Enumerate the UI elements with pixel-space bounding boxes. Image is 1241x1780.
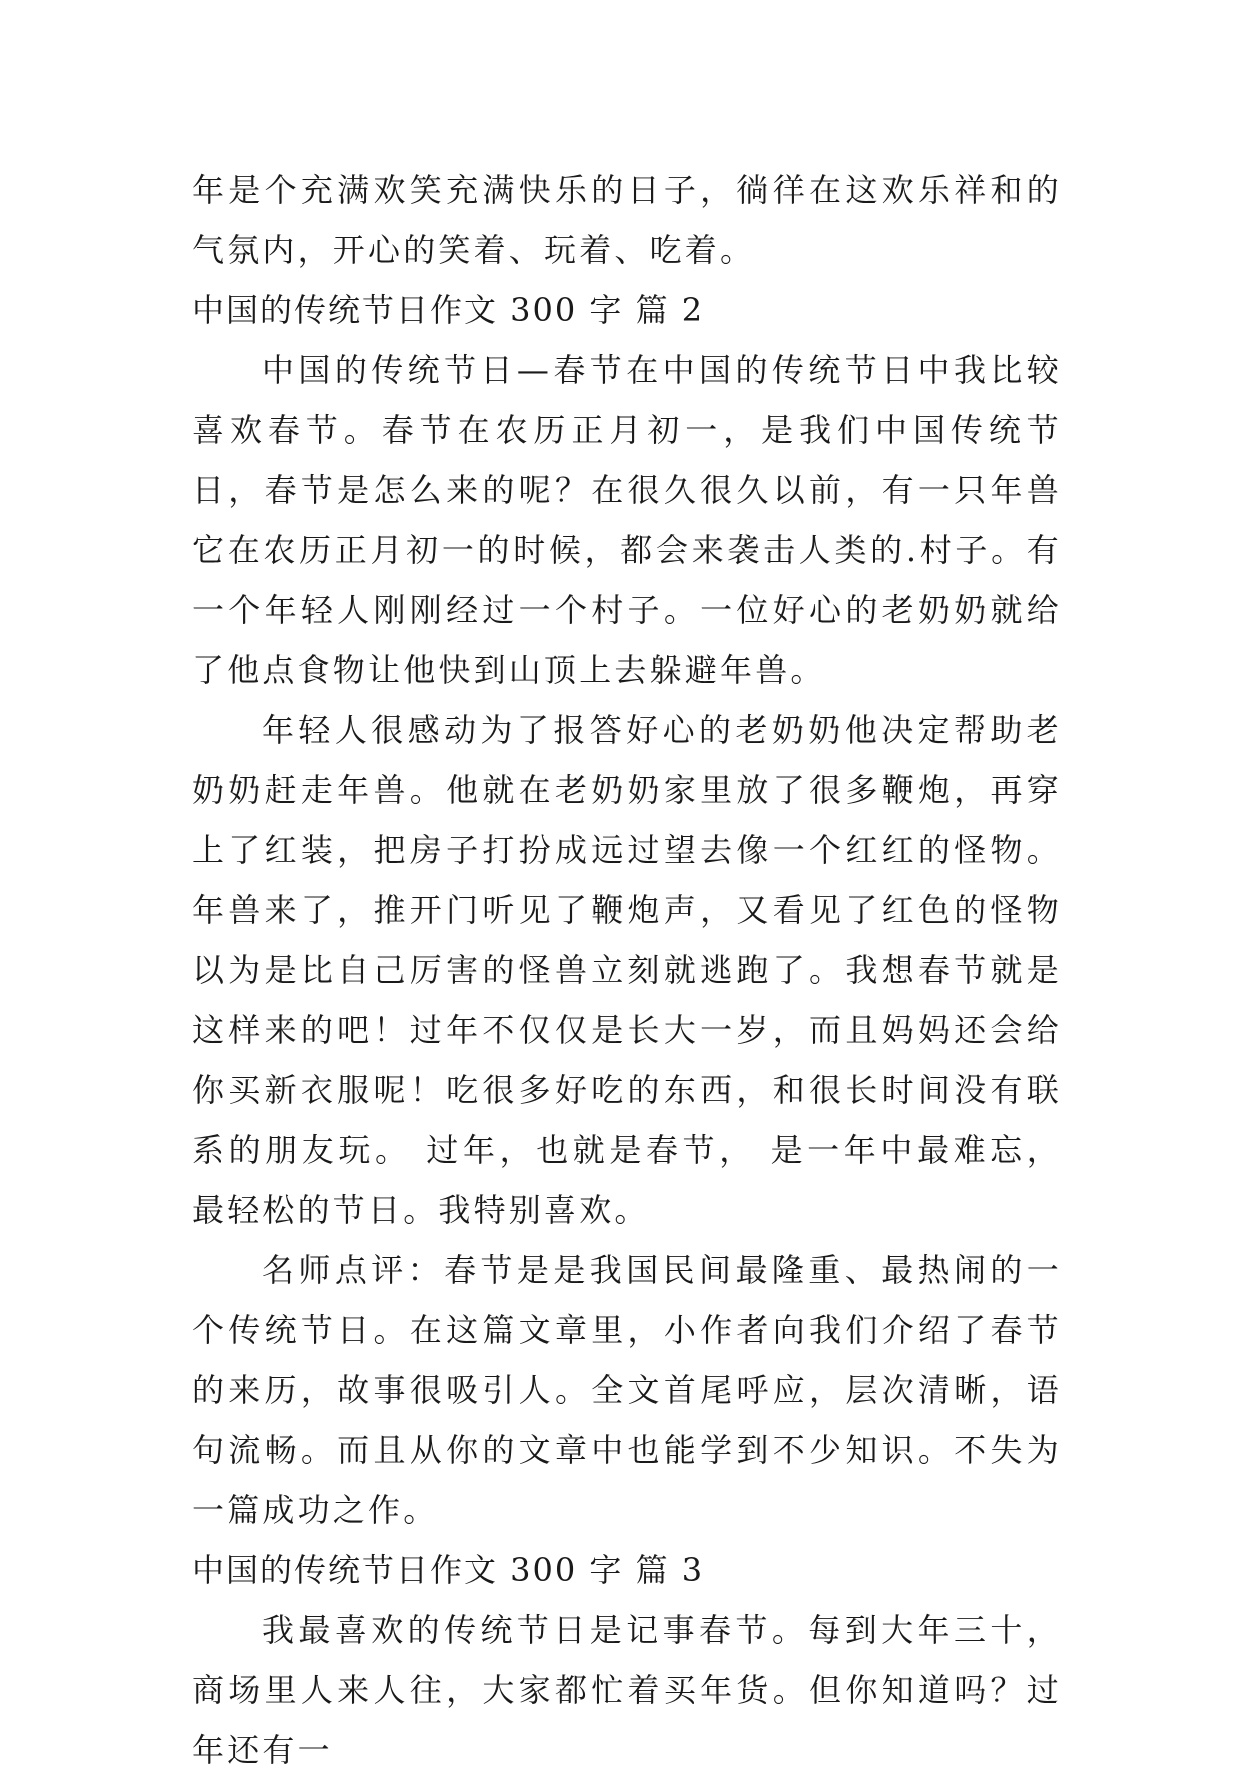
paragraph-continuation: 年是个充满欢笑充满快乐的日子，徜徉在这欢乐祥和的气氛内，开心的笑着、玩着、吃着。: [192, 171, 1062, 269]
paragraph-teacher-comment: 名师点评：春节是是我国民间最隆重、最热闹的一个传统节日。在这篇文章里，小作者向我们介绍了春节的来历，故事很吸引人。全文首尾呼应，层次清晰，语句流畅。而且从你的文章中也能学到不少知识。不失为一篇成功之作。: [192, 1251, 1062, 1529]
paragraph-spring-festival-intro: 中国的传统节日—春节在中国的传统节日中我比较喜欢春节。春节在农历正月初一，是我们中国传统节日，春节是怎么来的呢？在很久很久以前，有一只年兽它在农历正月初一的时候，都会来袭击人类的.村子。有一个年轻人刚刚经过一个村子。一位好心的老奶奶就给了他点食物让他快到山顶上去躲避年兽。: [192, 351, 1062, 689]
section-heading-3: 中国的传统节日作文 300 字 篇 3: [192, 1551, 705, 1589]
section-heading-2: 中国的传统节日作文 300 字 篇 2: [192, 291, 705, 329]
document-body: [192, 160, 1062, 1780]
paragraph-section3-start: 我最喜欢的传统节日是记事春节。每到大年三十，商场里人来人往，大家都忙着买年货。但你知道吗？过年还有一: [192, 1611, 1062, 1769]
paragraph-nian-beast-story: 年轻人很感动为了报答好心的老奶奶他决定帮助老奶奶赶走年兽。他就在老奶奶家里放了很多鞭炮，再穿上了红装，把房子打扮成远过望去像一个红红的怪物。年兽来了，推开门听见了鞭炮声，又看见了红色的怪物以为是比自己厉害的怪兽立刻就逃跑了。我想春节就是这样来的吧！过年不仅仅是长大一岁，而且妈妈还会给你买新衣服呢！吃很多好吃的东西，和很长时间没有联系的朋友玩。 过年，也就是春节， 是一年中最难忘，最轻松的节日。我特别喜欢。: [192, 711, 1062, 1229]
